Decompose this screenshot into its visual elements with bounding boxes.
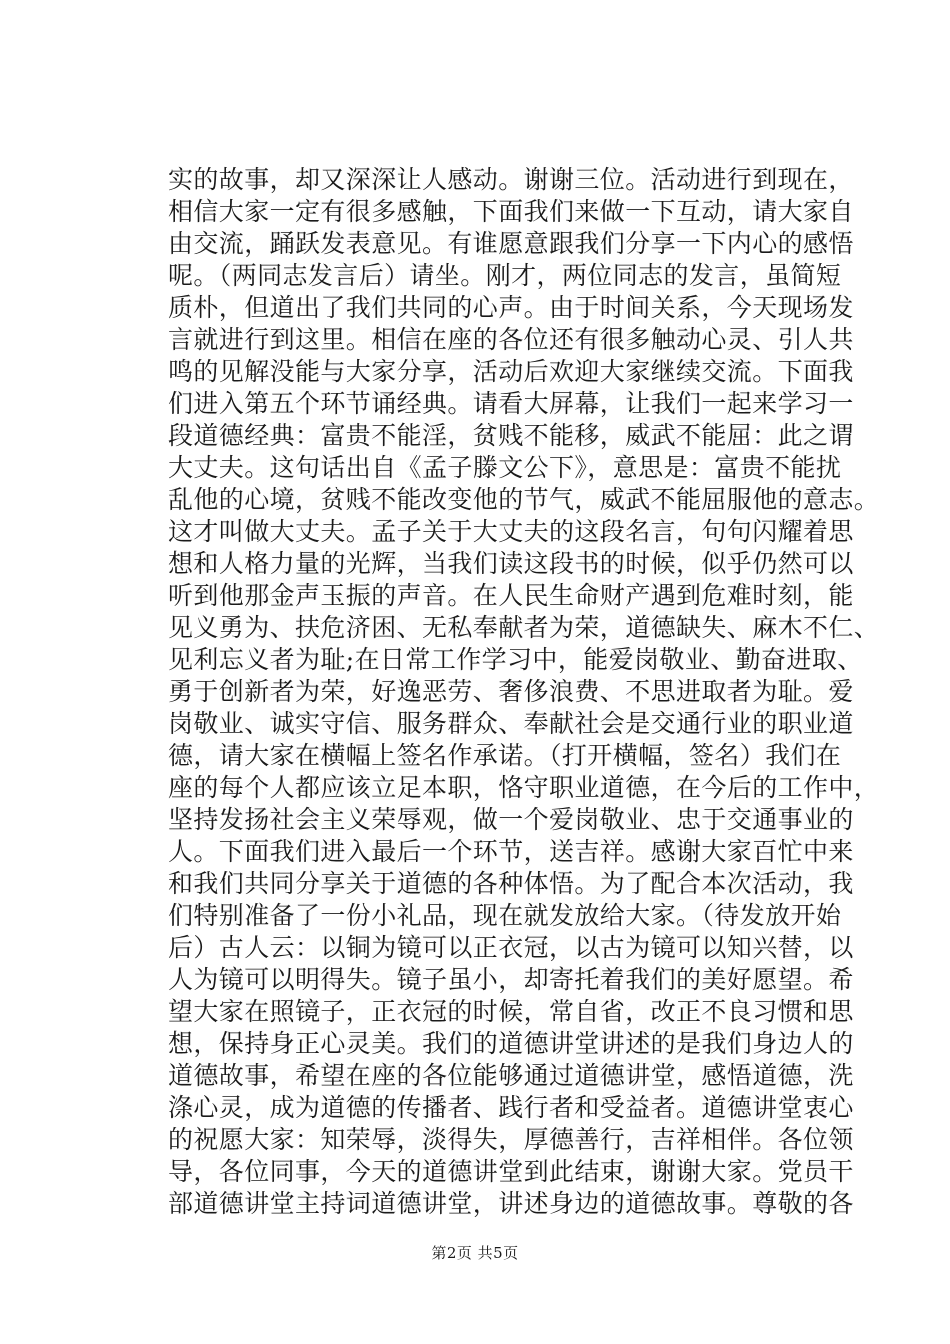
text-line: 这才叫做大丈夫。孟子关于大丈夫的这段名言，句句闪耀着思 bbox=[168, 517, 854, 546]
text-line: 勇于创新者为荣，好逸恶劳、奢侈浪费、不思进取者为耻。爱 bbox=[168, 677, 854, 706]
text-line: 导，各位同事，今天的道德讲堂到此结束，谢谢大家。党员干 bbox=[168, 1157, 854, 1186]
text-line: 见利忘义者为耻;在日常工作学习中，能爱岗敬业、勤奋进取、 bbox=[168, 645, 863, 674]
text-line: 人。下面我们进入最后一个环节，送吉祥。感谢大家百忙中来 bbox=[168, 837, 854, 866]
text-line: 大丈夫。这句话出自《孟子滕文公下》，意思是：富贵不能扰 bbox=[168, 453, 842, 482]
text-line: 望大家在照镜子，正衣冠的时候，常自省，改正不良习惯和思 bbox=[168, 997, 854, 1026]
text-line: 听到他那金声玉振的声音。在人民生命财产遇到危难时刻，能 bbox=[168, 581, 854, 610]
text-line: 坚持发扬社会主义荣辱观，做一个爱岗敬业、忠于交通事业的 bbox=[168, 805, 854, 834]
text-line: 后）古人云：以铜为镜可以正衣冠，以古为镜可以知兴替，以 bbox=[168, 933, 854, 962]
text-line: 们特别准备了一份小礼品，现在就发放给大家。（待发放开始 bbox=[168, 901, 842, 930]
text-line: 言就进行到这里。相信在座的各位还有很多触动心灵、引人共 bbox=[168, 325, 854, 354]
text-line: 部道德讲堂主持词道德讲堂，讲述身边的道德故事。尊敬的各 bbox=[168, 1189, 854, 1218]
body-text bbox=[168, 164, 880, 1220]
text-line: 和我们共同分享关于道德的各种体悟。为了配合本次活动，我 bbox=[168, 869, 854, 898]
text-line: 想和人格力量的光辉，当我们读这段书的时候，似乎仍然可以 bbox=[168, 549, 854, 578]
text-line: 相信大家一定有很多感触，下面我们来做一下互动，请大家自 bbox=[168, 197, 854, 226]
text-line: 鸣的见解没能与大家分享，活动后欢迎大家继续交流。下面我 bbox=[168, 357, 854, 386]
text-line: 岗敬业、诚实守信、服务群众、奉献社会是交通行业的职业道 bbox=[168, 709, 854, 738]
text-line: 人为镜可以明得失。镜子虽小，却寄托着我们的美好愿望。希 bbox=[168, 965, 854, 994]
text-line: 呢。（两同志发言后）请坐。刚才，两位同志的发言，虽简短 bbox=[168, 261, 842, 290]
text-line: 德，请大家在横幅上签名作承诺。（打开横幅，签名）我们在 bbox=[168, 741, 842, 770]
page-footer: 第2页 共5页 bbox=[431, 1244, 519, 1262]
text-line: 的祝愿大家：知荣辱，淡得失，厚德善行，吉祥相伴。各位领 bbox=[168, 1125, 854, 1154]
text-line: 乱他的心境，贫贱不能改变他的节气，威武不能屈服他的意志。 bbox=[168, 485, 880, 514]
text-line: 由交流，踊跃发表意见。有谁愿意跟我们分享一下内心的感悟 bbox=[168, 229, 854, 258]
text-line: 实的故事，却又深深让人感动。谢谢三位。活动进行到现在， bbox=[168, 165, 854, 194]
text-line: 见义勇为、扶危济困、无私奉献者为荣，道德缺失、麻木不仁、 bbox=[168, 613, 880, 642]
text-line: 座的每个人都应该立足本职，恪守职业道德，在今后的工作中， bbox=[168, 773, 880, 802]
text-line: 段道德经典：富贵不能淫，贫贱不能移，威武不能屈：此之谓 bbox=[168, 421, 854, 450]
text-line: 质朴，但道出了我们共同的心声。由于时间关系，今天现场发 bbox=[168, 293, 854, 322]
text-line: 涤心灵，成为道德的传播者、践行者和受益者。道德讲堂衷心 bbox=[168, 1093, 854, 1122]
text-line: 想，保持身正心灵美。我们的道德讲堂讲述的是我们身边人的 bbox=[168, 1029, 854, 1058]
text-line: 道德故事，希望在座的各位能够通过道德讲堂，感悟道德，洗 bbox=[168, 1061, 854, 1090]
text-line: 们进入第五个环节诵经典。请看大屏幕，让我们一起来学习一 bbox=[168, 389, 854, 418]
